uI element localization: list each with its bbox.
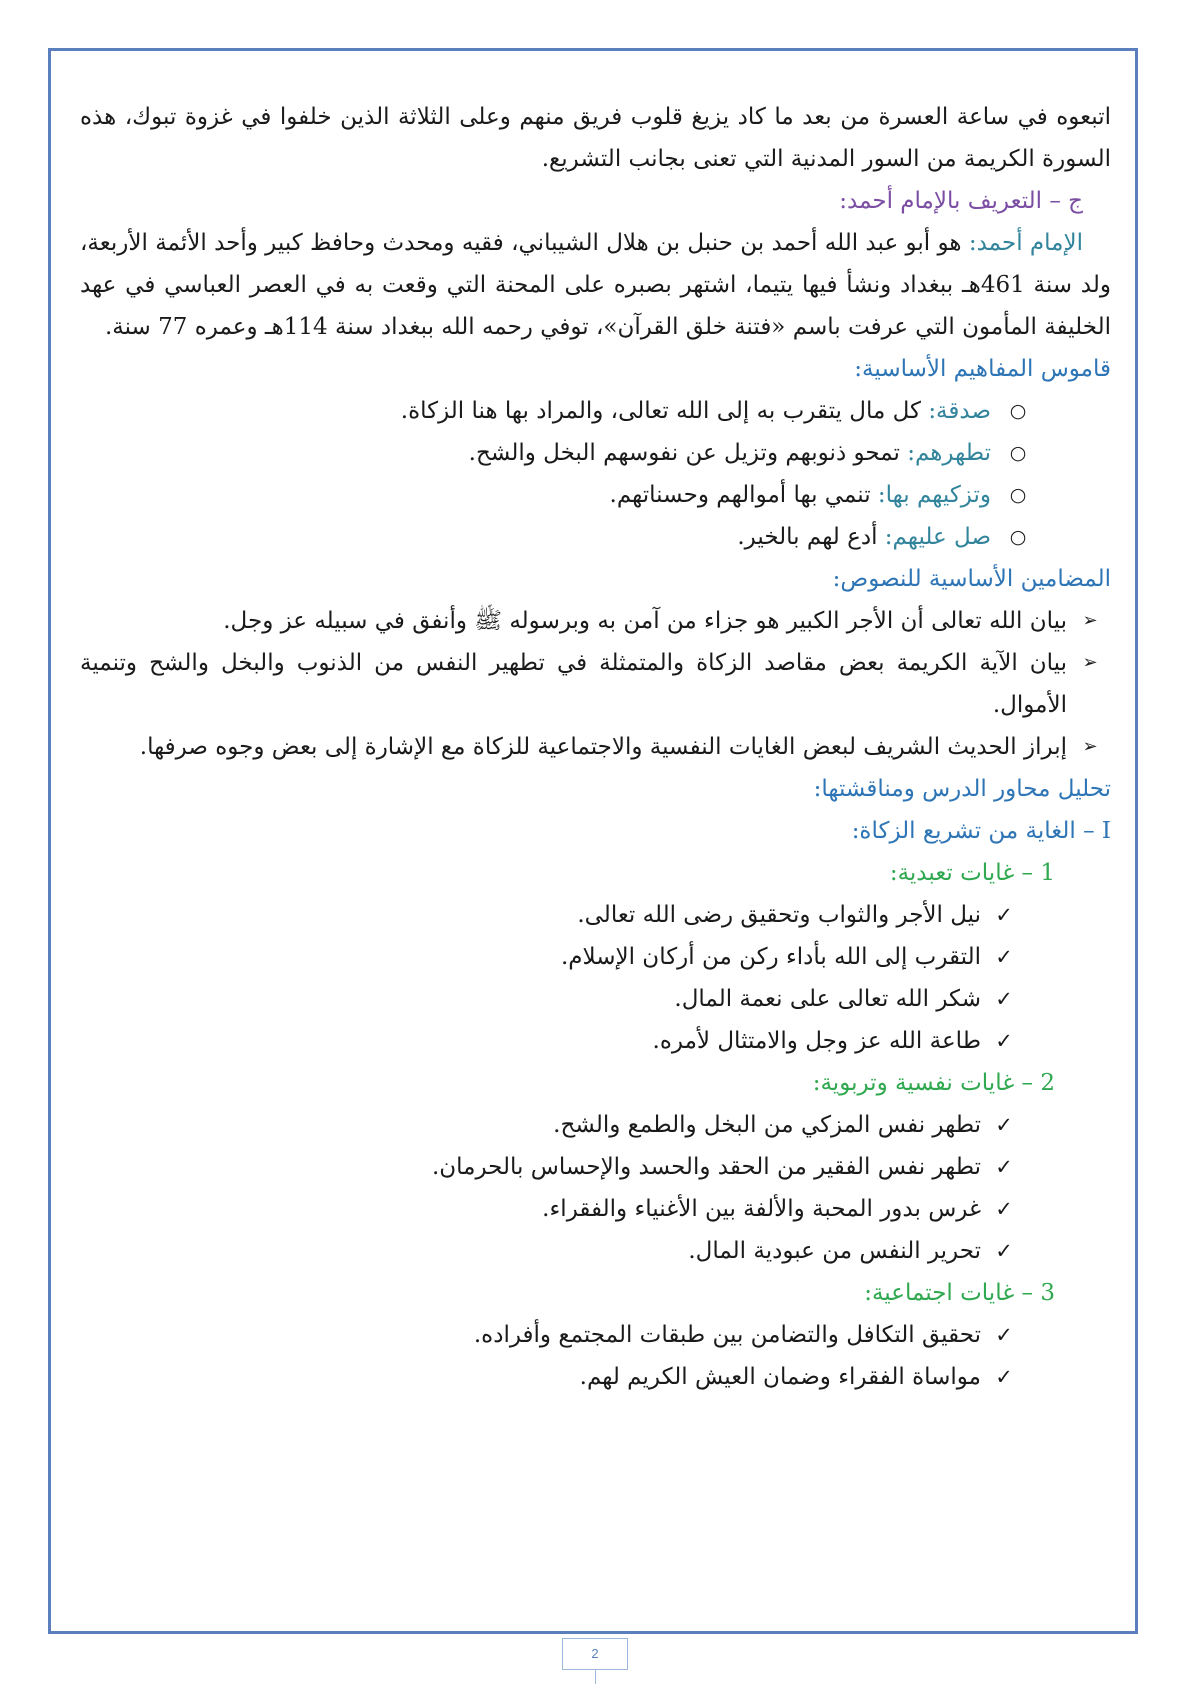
contents-item: ➢ بيان الله تعالى أن الأجر الكبير هو جزاء من آمن به وبرسوله ﷺ وأنفق في سبيله عز وجل. <box>80 600 1111 642</box>
group-2-item: ✓ تطهر نفس المزكي من البخل والطمع والشح. <box>80 1104 1111 1146</box>
group-1-heading: 1 – غايات تعبدية: <box>889 860 1055 886</box>
contents-heading: المضامين الأساسية للنصوص: <box>832 566 1111 592</box>
section-c-heading: ج – التعريف بالإمام أحمد: <box>839 188 1083 214</box>
check-bullet-icon: ✓ <box>995 903 1013 927</box>
check-bullet-icon: ✓ <box>995 1155 1013 1179</box>
glossary-term: صدقة: <box>928 398 991 424</box>
glossary-item <box>80 474 1111 516</box>
imam-ahmad-paragraph <box>80 222 1111 348</box>
group-3-item: ✓ مواساة الفقراء وضمان العيش الكريم لهم. <box>80 1356 1111 1398</box>
group-2-item: ✓ غرس بدور المحبة والألفة بين الأغنياء والفقراء. <box>80 1188 1111 1230</box>
check-bullet-icon: ✓ <box>995 987 1013 1011</box>
check-bullet-icon: ✓ <box>995 1029 1013 1053</box>
contents-list <box>80 600 1111 768</box>
glossary-term: تطهرهم: <box>907 440 991 466</box>
check-bullet-icon: ✓ <box>995 1197 1013 1221</box>
group-1-item: ✓ نيل الأجر والثواب وتحقيق رضى الله تعالى. <box>80 894 1111 936</box>
group-2-item: ✓ تحرير النفس من عبودية المال. <box>80 1230 1111 1272</box>
imam-ahmad-text: هو أبو عبد الله أحمد بن حنبل بن هلال الشيباني، فقيه ومحدث وحافظ كبير وأحد الأئمة الأربعة، ولد سنة 461هـ ببغداد ونشأ فيها يتيما، اشتهر بصبره على المحنة التي وقعت به في العصر العباسي في عهد الخليفة المأمون التي عرفت باسم «فتنة خلق القرآن»، توفي رحمه الله ببغداد سنة 114هـ وعمره 77 سنة. <box>80 230 1111 340</box>
page-number-tick <box>595 1670 596 1684</box>
glossary-definition: تمحو ذنوبهم وتزيل عن نفوسهم البخل والشح. <box>468 440 908 466</box>
group-1-item: ✓ التقرب إلى الله بأداء ركن من أركان الإسلام. <box>80 936 1111 978</box>
check-bullet-icon: ✓ <box>995 1239 1013 1263</box>
glossary-term: صل عليهم: <box>884 524 991 550</box>
glossary-heading: قاموس المفاهيم الأساسية: <box>854 356 1111 382</box>
arrow-bullet-icon: ➢ <box>1082 610 1098 631</box>
glossary-list <box>80 390 1111 558</box>
analysis-heading: تحليل محاور الدرس ومناقشتها: <box>813 776 1111 802</box>
check-bullet-icon: ✓ <box>995 1323 1013 1347</box>
circle-bullet-icon: ○ <box>1009 526 1027 548</box>
contents-item: ➢ بيان الآية الكريمة بعض مقاصد الزكاة والمتمثلة في تطهير النفس من الذنوب والبخل والشح وتنمية الأموال. <box>80 642 1111 726</box>
group-3-list <box>80 1314 1111 1398</box>
page-content <box>80 96 1111 1398</box>
glossary-item <box>80 390 1111 432</box>
glossary-item <box>80 516 1111 558</box>
circle-bullet-icon: ○ <box>1009 400 1027 422</box>
page-number: 2 <box>562 1638 628 1670</box>
check-bullet-icon: ✓ <box>995 1365 1013 1389</box>
glossary-definition: كل مال يتقرب به إلى الله تعالى، والمراد بها هنا الزكاة. <box>400 398 929 424</box>
circle-bullet-icon: ○ <box>1009 442 1027 464</box>
glossary-term: وتزكيهم بها: <box>877 482 991 508</box>
group-3-heading: 3 – غايات اجتماعية: <box>864 1280 1055 1306</box>
group-2-list <box>80 1104 1111 1272</box>
arrow-bullet-icon: ➢ <box>1082 652 1098 673</box>
group-2-heading: 2 – غايات نفسية وتربوية: <box>812 1070 1055 1096</box>
glossary-definition: تنمي بها أموالهم وحسناتهم. <box>609 482 878 508</box>
check-bullet-icon: ✓ <box>995 1113 1013 1137</box>
group-3-item: ✓ تحقيق التكافل والتضامن بين طبقات المجتمع وأفراده. <box>80 1314 1111 1356</box>
glossary-item <box>80 432 1111 474</box>
section-I-heading: I – الغاية من تشريع الزكاة: <box>851 818 1111 844</box>
imam-ahmad-term: الإمام أحمد: <box>968 230 1083 256</box>
circle-bullet-icon: ○ <box>1009 484 1027 506</box>
contents-item: ➢ إبراز الحديث الشريف لبعض الغايات النفسية والاجتماعية للزكاة مع الإشارة إلى بعض وجوه صرفها. <box>80 726 1111 768</box>
arrow-bullet-icon: ➢ <box>1082 736 1098 757</box>
check-bullet-icon: ✓ <box>995 945 1013 969</box>
intro-paragraph: اتبعوه في ساعة العسرة من بعد ما كاد يزيغ قلوب فريق منهم وعلى الثلاثة الذين خلفوا في غزوة تبوك، هذه السورة الكريمة من السور المدنية التي تعنى بجانب التشريع. <box>80 104 1111 172</box>
group-1-item: ✓ شكر الله تعالى على نعمة المال. <box>80 978 1111 1020</box>
group-2-item: ✓ تطهر نفس الفقير من الحقد والحسد والإحساس بالحرمان. <box>80 1146 1111 1188</box>
group-1-list <box>80 894 1111 1062</box>
group-1-item: ✓ طاعة الله عز وجل والامتثال لأمره. <box>80 1020 1111 1062</box>
glossary-definition: أدع لهم بالخير. <box>737 524 885 550</box>
